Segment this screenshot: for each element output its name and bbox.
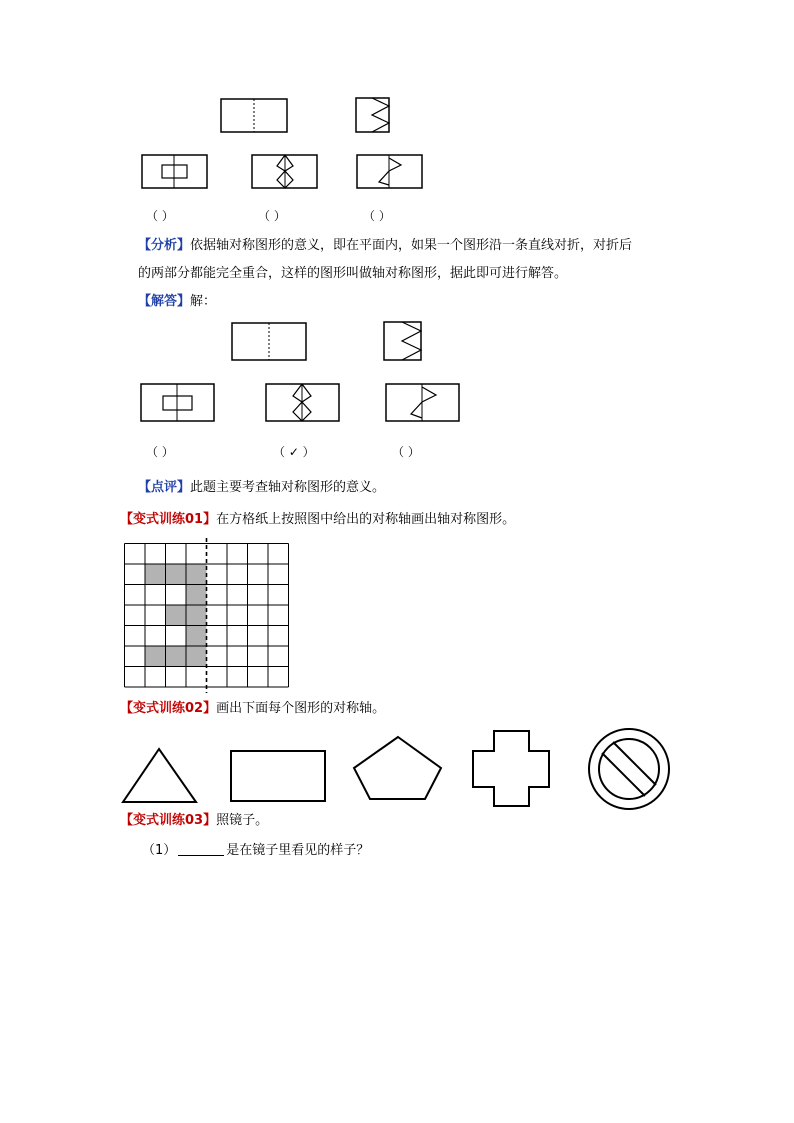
shape-pentagon [354,737,441,799]
exercise3-q1-blank[interactable] [178,841,224,856]
question-paren-1: （ ） [146,209,174,223]
answer-paren-1: （ ） [146,445,174,459]
answer-paren-2: （ ✓ ） [273,445,315,459]
exercise1-tag: 【变式训练01】 [120,512,217,527]
shape-cross [473,731,549,806]
exercise3-line [120,811,268,831]
comment-text: 此题主要考查轴对称图形的意义。 [190,480,386,495]
exercise2-text: 画出下面每个图形的对称轴。 [216,701,386,716]
answer-tag: 【解答】 [138,294,191,309]
shape-rectangle [231,751,325,801]
exercise3-text: 照镜子。 [216,813,269,828]
exercise2-tag: 【变式训练02】 [120,701,217,716]
exercise1-text: 在方格纸上按照图中给出的对称轴画出轴对称图形。 [216,512,516,527]
shape-triangle [123,749,196,802]
exercise3-q1-number: （1） [142,843,177,858]
exercise3-q1-text: 是在镜子里看见的样子？ [226,843,370,858]
shape-no-sign [589,729,669,809]
analysis-text-1: 依据轴对称图形的意义，即在平面内，如果一个图形沿一条直线对折，对折后 [190,238,633,253]
analysis-line-2: 的两部分都能完全重合，这样的图形叫做轴对称图形，据此即可进行解答。 [138,266,568,281]
question-paren-2: （ ） [258,209,286,223]
comment-tag: 【点评】 [138,480,191,495]
exercise3-tag: 【变式训练03】 [120,813,217,828]
answer-paren-3: （ ） [392,445,420,459]
answer-text: 解： [190,294,217,309]
question-paren-3: （ ） [363,209,391,223]
exercise3-q1 [142,841,369,861]
analysis-tag: 【分析】 [138,238,191,253]
